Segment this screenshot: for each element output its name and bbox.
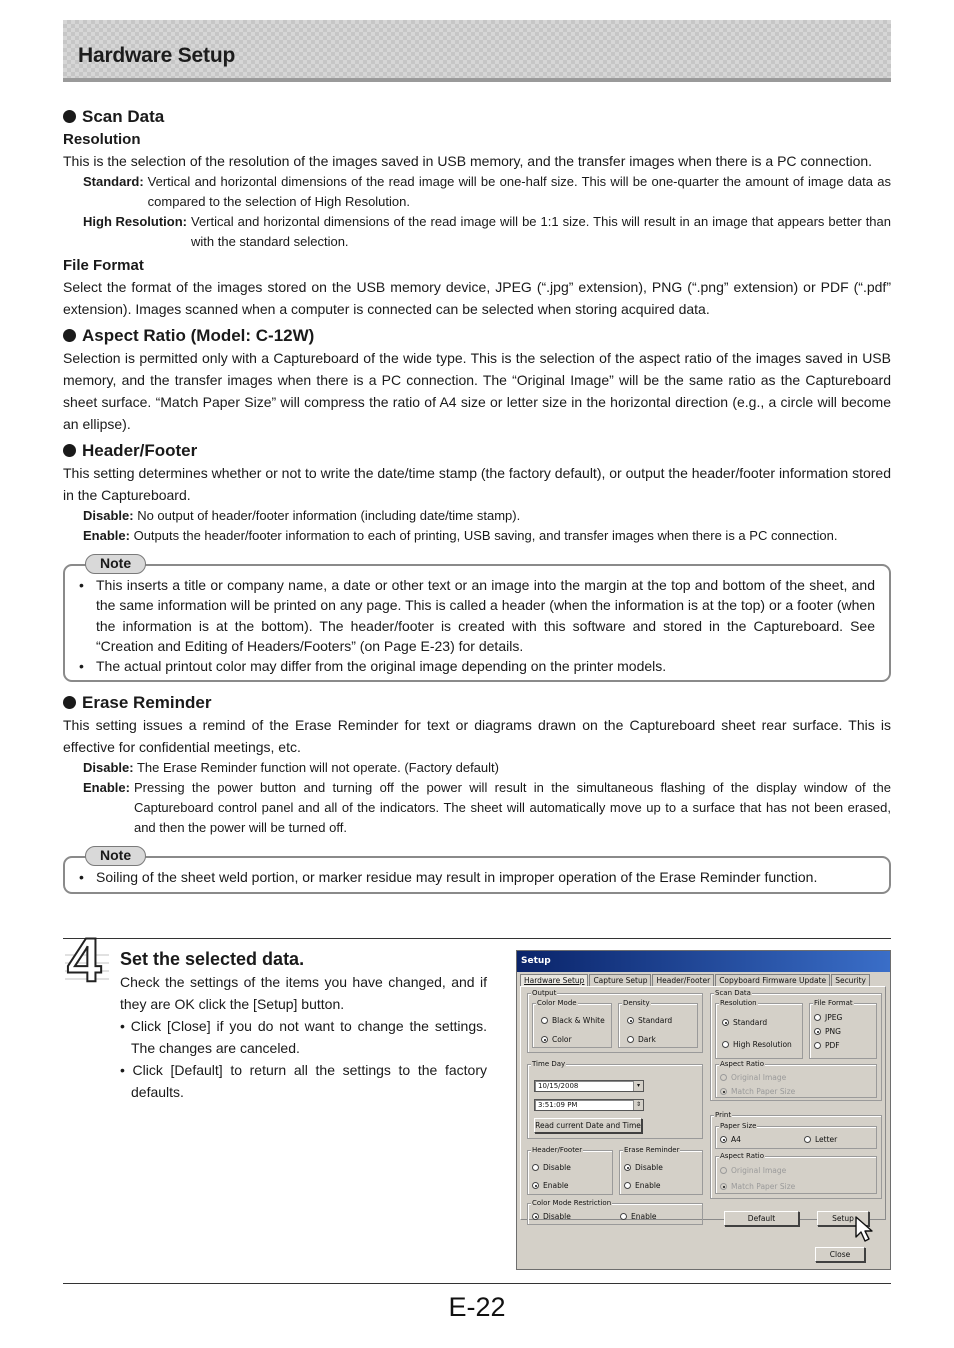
svg-text:4: 4: [67, 926, 102, 985]
color-mode-group: Color Mode Black & White Color: [532, 1003, 612, 1048]
paper-size-group: Paper Size A4 Letter: [715, 1126, 877, 1149]
scan-aspect-match-radio[interactable]: Match Paper Size: [720, 1087, 795, 1096]
note-item: • The actual printout color may differ from the original image depending on the printer models.: [79, 656, 875, 676]
output-group: Output Color Mode Black & White Color Density Standard Dark: [527, 993, 703, 1053]
time-field[interactable]: 3:51:09 PM ⇕: [534, 1099, 644, 1111]
erase-reminder-note: [63, 847, 891, 893]
file-format-heading: File Format: [63, 257, 144, 274]
format-pdf-radio[interactable]: PDF: [814, 1041, 840, 1050]
print-group: Print Paper Size A4 Letter Aspect Ratio Original Image Match Paper Size: [710, 1115, 882, 1199]
print-aspect-match-radio[interactable]: Match Paper Size: [720, 1182, 795, 1191]
er-enable-radio[interactable]: Enable: [624, 1181, 661, 1190]
page-content: [63, 20, 891, 894]
tab-hardware-setup[interactable]: Hardware Setup: [520, 974, 588, 986]
scan-data-heading: Scan Data: [63, 106, 891, 128]
er-disable-radio[interactable]: Disable: [624, 1163, 663, 1172]
aspect-ratio-body: Selection is permitted only with a Captureboard of the wide type. This is the selection of the aspect ratio of the images saved in USB memory, and the transfer images when there is a PC connection. The “Original Image” will be the same ratio as the Captureboard sheet surface. “Match Paper Size” will compress the ratio of A4 size or letter size in the horizontal direction (e.g., a circle will become an ellipse).: [63, 350, 891, 432]
file-format-body: Select the format of the images stored on the USB memory device, JPEG (“.jpg” extension), PNG (“.png” extension) or PDF (“.pdf” extension). Images scanned when a computer is connected can be selected when storing acquired data.: [63, 279, 891, 317]
step-heading: Set the selected data.: [120, 949, 305, 969]
aspect-ratio-heading: Aspect Ratio (Model: C-12W): [63, 325, 891, 347]
header-footer-heading: Header/Footer: [63, 440, 891, 462]
step-bullet: • Click [Close] if you do not want to change the settings. The changes are canceled.: [120, 1018, 487, 1056]
print-aspect-ratio-group: Aspect Ratio Original Image Match Paper Size: [715, 1156, 877, 1194]
step-bullet: • Click [Default] to return all the settings to the factory defaults.: [120, 1062, 487, 1100]
step-instructions: [120, 947, 487, 1103]
resolution-high-radio[interactable]: High Resolution: [722, 1040, 792, 1049]
date-field[interactable]: 10/15/2008 ▾: [534, 1080, 644, 1092]
tab-firmware-update[interactable]: Copyboard Firmware Update: [715, 974, 830, 986]
bullet-dot-icon: [63, 696, 76, 709]
hf-disable-definition: Disable: No output of header/footer information (including date/time stamp).: [83, 508, 521, 523]
bullet-dot-icon: [63, 444, 76, 457]
footer-divider: [63, 1283, 891, 1284]
resolution-group: Resolution Standard High Resolution: [715, 1003, 803, 1059]
note-item: • Soiling of the sheet weld portion, or marker residue may result in improper operation of the Erase Reminder function.: [79, 867, 875, 887]
page-number: E-22: [448, 1292, 506, 1322]
print-aspect-original-radio[interactable]: Original Image: [720, 1166, 786, 1175]
dialog-scan-data-group: Scan Data Resolution Standard High Resolution File Format JPEG PNG PDF Aspect Ratio Original Image Match Paper Size: [710, 993, 882, 1101]
default-button[interactable]: Default: [724, 1211, 799, 1226]
format-png-radio[interactable]: PNG: [814, 1027, 841, 1036]
resolution-body: This is the selection of the resolution of the images saved in USB memory, and the transfer images when there is a PC connection.: [63, 153, 873, 169]
standard-definition: Standard: Vertical and horizontal dimensions of the read image will be one-half size. This will be one-quarter the amount of image data as compared to the selection of High Resolution.: [83, 174, 891, 209]
dialog-tabs: [520, 974, 871, 986]
spinner-icon: ⇕: [633, 1100, 643, 1110]
color-mode-color-radio[interactable]: Color: [541, 1035, 572, 1044]
bullet-dot-icon: [63, 329, 76, 342]
header-footer-note: [63, 555, 891, 682]
paper-a4-radio[interactable]: A4: [720, 1135, 741, 1144]
note-tag: Note: [85, 846, 146, 866]
scan-data-section: [63, 106, 891, 320]
density-standard-radio[interactable]: Standard: [627, 1016, 672, 1025]
file-format-group: File Format JPEG PNG PDF: [809, 1003, 877, 1059]
setup-dialog: [516, 950, 891, 1270]
color-restriction-group: Color Mode Restriction Disable Enable: [527, 1203, 703, 1225]
close-button[interactable]: Close: [815, 1247, 865, 1262]
dropdown-arrow-icon: ▾: [633, 1081, 643, 1091]
setup-button[interactable]: Setup: [817, 1211, 869, 1226]
density-dark-radio[interactable]: Dark: [627, 1035, 656, 1044]
format-jpeg-radio[interactable]: JPEG: [814, 1013, 842, 1022]
header-footer-section: [63, 440, 891, 682]
hf-enable-radio[interactable]: Enable: [532, 1181, 569, 1190]
section-banner: [63, 20, 891, 82]
erase-reminder-section: [63, 692, 891, 893]
note-tag: Note: [85, 554, 146, 574]
tab-capture-setup[interactable]: Capture Setup: [589, 974, 651, 986]
step-divider: [63, 938, 891, 939]
color-mode-bw-radio[interactable]: Black & White: [541, 1016, 605, 1025]
scan-aspect-ratio-group: Aspect Ratio Original Image Match Paper Size: [715, 1064, 877, 1098]
dialog-title: Setup: [517, 951, 890, 972]
er-disable-definition: Disable: The Erase Reminder function will not operate. (Factory default): [83, 760, 499, 776]
hf-disable-radio[interactable]: Disable: [532, 1163, 571, 1172]
dialog-erase-reminder-group: Erase Reminder Disable Enable: [619, 1150, 703, 1195]
note-item: • This inserts a title or company name, a date or other text or an image into the margin at the top and bottom of the sheet, and the same information will be printed on any page. This is called a header (when the information is at the top) or a footer (when the information is at the bottom). The header/footer is created with this software and stored in the Captureboard. See “Creation and Editing of Headers/Footers” (on Page E-23) for details.: [79, 575, 875, 656]
er-enable-definition: Enable: Pressing the power button and turning off the power will result in the simultaneous flashing of the display window of the Captureboard control panel and all of the indicators. The sheet will automatically move up to a surface that has not been erased, and then the power will be turned off.: [83, 780, 891, 836]
tab-header-footer[interactable]: Header/Footer: [652, 974, 714, 986]
aspect-ratio-section: [63, 325, 891, 435]
step-body: Check the settings of the items you have changed, and if they are OK click the [Setup] button.: [120, 974, 487, 1012]
time-day-group: Time Day 10/15/2008 ▾ 3:51:09 PM ⇕ Read current Date and Time: [527, 1064, 703, 1139]
resolution-standard-radio[interactable]: Standard: [722, 1018, 767, 1027]
page-title: Hardware Setup: [78, 44, 236, 67]
hardware-setup-panel: [520, 986, 886, 1223]
cr-disable-radio[interactable]: Disable: [532, 1212, 571, 1221]
erase-reminder-body: This setting issues a remind of the Erase Reminder for text or diagrams drawn on the Captureboard sheet rear surface. This is effective for confidential meetings, etc.: [63, 717, 891, 756]
hf-enable-definition: Enable: Outputs the header/footer information to each of printing, USB saving, and transfer images when there is a PC connection.: [83, 528, 838, 543]
header-footer-body: This setting determines whether or not to write the date/time stamp (the factory default), or output the header/footer information stored in the Captureboard.: [63, 465, 891, 503]
tab-security[interactable]: Security: [831, 974, 870, 986]
density-group: Density Standard Dark: [618, 1003, 698, 1048]
mouse-cursor-icon: [854, 1215, 878, 1243]
erase-reminder-heading: Erase Reminder: [63, 692, 891, 714]
high-resolution-definition: High Resolution: Vertical and horizontal dimensions of the read image will be 1:1 size. This will result in an image that appears better than with the standard selection.: [83, 214, 891, 249]
read-date-time-button[interactable]: Read current Date and Time: [534, 1118, 642, 1133]
paper-letter-radio[interactable]: Letter: [804, 1135, 837, 1144]
dialog-header-footer-group: Header/Footer Disable Enable: [527, 1150, 613, 1195]
bullet-dot-icon: [63, 110, 76, 123]
cr-enable-radio[interactable]: Enable: [620, 1212, 657, 1221]
step-number-4: [65, 925, 109, 985]
resolution-heading: Resolution: [63, 131, 141, 148]
scan-aspect-original-radio[interactable]: Original Image: [720, 1073, 786, 1082]
